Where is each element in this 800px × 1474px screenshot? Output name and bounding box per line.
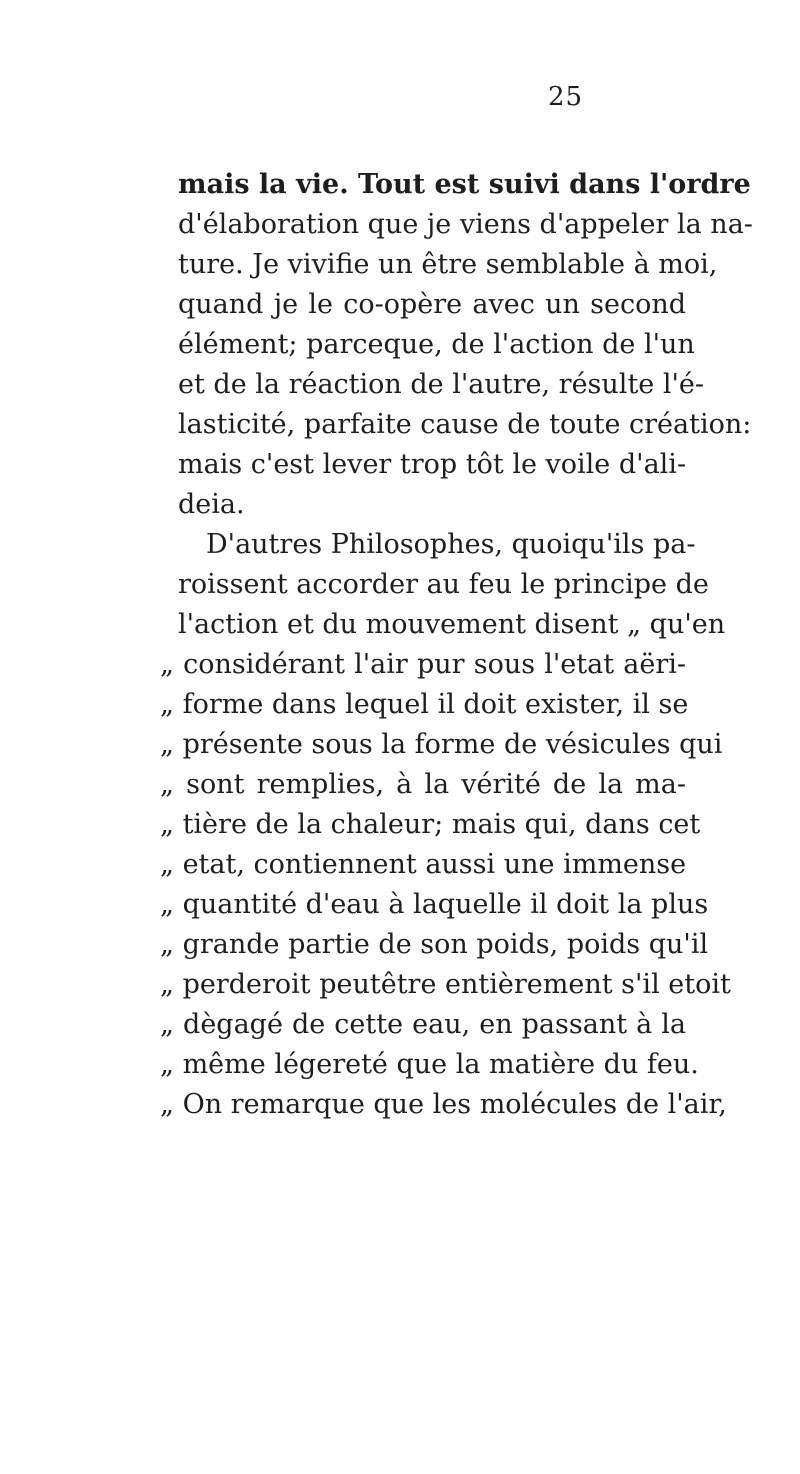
text-line: „ On remarque que les molécules de l'air, <box>160 1089 727 1120</box>
text-line: ture. Je vivifie un être semblable à moi, <box>178 249 718 280</box>
text-line: élément; parceque, de l'action de l'un <box>178 329 695 360</box>
text-line: „ présente sous la forme de vésicules qui <box>160 729 723 760</box>
text-line: „ sont remplies, à la vérité de la ma- <box>160 769 686 800</box>
text-line: „ forme dans lequel il doit exister, il se <box>160 689 689 720</box>
text-line: „ considérant l'air pur sous l'etat aëri- <box>160 649 686 680</box>
text-line: „ perderoit peutêtre entièrement s'il etoit <box>160 969 731 1000</box>
text-line: „ tière de la chaleur; mais qui, dans cet <box>160 809 701 840</box>
text-line: „ même légereté que la matière du feu. <box>160 1049 699 1080</box>
text-line: „ etat, contiennent aussi une immense <box>160 849 687 880</box>
text-line: d'élaboration que je viens d'appeler la na- <box>178 209 753 240</box>
text-line: „ quantité d'eau à laquelle il doit la plus <box>160 889 709 920</box>
page-number: 25 <box>548 82 584 112</box>
text-body <box>160 165 753 1125</box>
text-line: roissent accorder au feu le principe de <box>178 569 709 600</box>
text-line: mais la vie. Tout est suivi dans l'ordre <box>178 169 751 200</box>
text-line: deia. <box>178 489 245 520</box>
paragraph-2 <box>160 525 731 1125</box>
text-line: mais c'est lever trop tôt le voile d'ali- <box>178 449 687 480</box>
text-line: quand je le co-opère avec un second <box>178 289 686 320</box>
text-line: „ grande partie de son poids, poids qu'il <box>160 929 709 960</box>
text-line: D'autres Philosophes, quoiqu'ils pa- <box>206 529 696 560</box>
text-line: lasticité, parfaite cause de toute création: <box>178 409 752 440</box>
paragraph-1 <box>178 165 753 525</box>
text-line: et de la réaction de l'autre, résulte l'é- <box>178 369 705 400</box>
text-line: „ dègagé de cette eau, en passant à la <box>160 1009 686 1040</box>
text-line: l'action et du mouvement disent „ qu'en <box>178 609 726 640</box>
